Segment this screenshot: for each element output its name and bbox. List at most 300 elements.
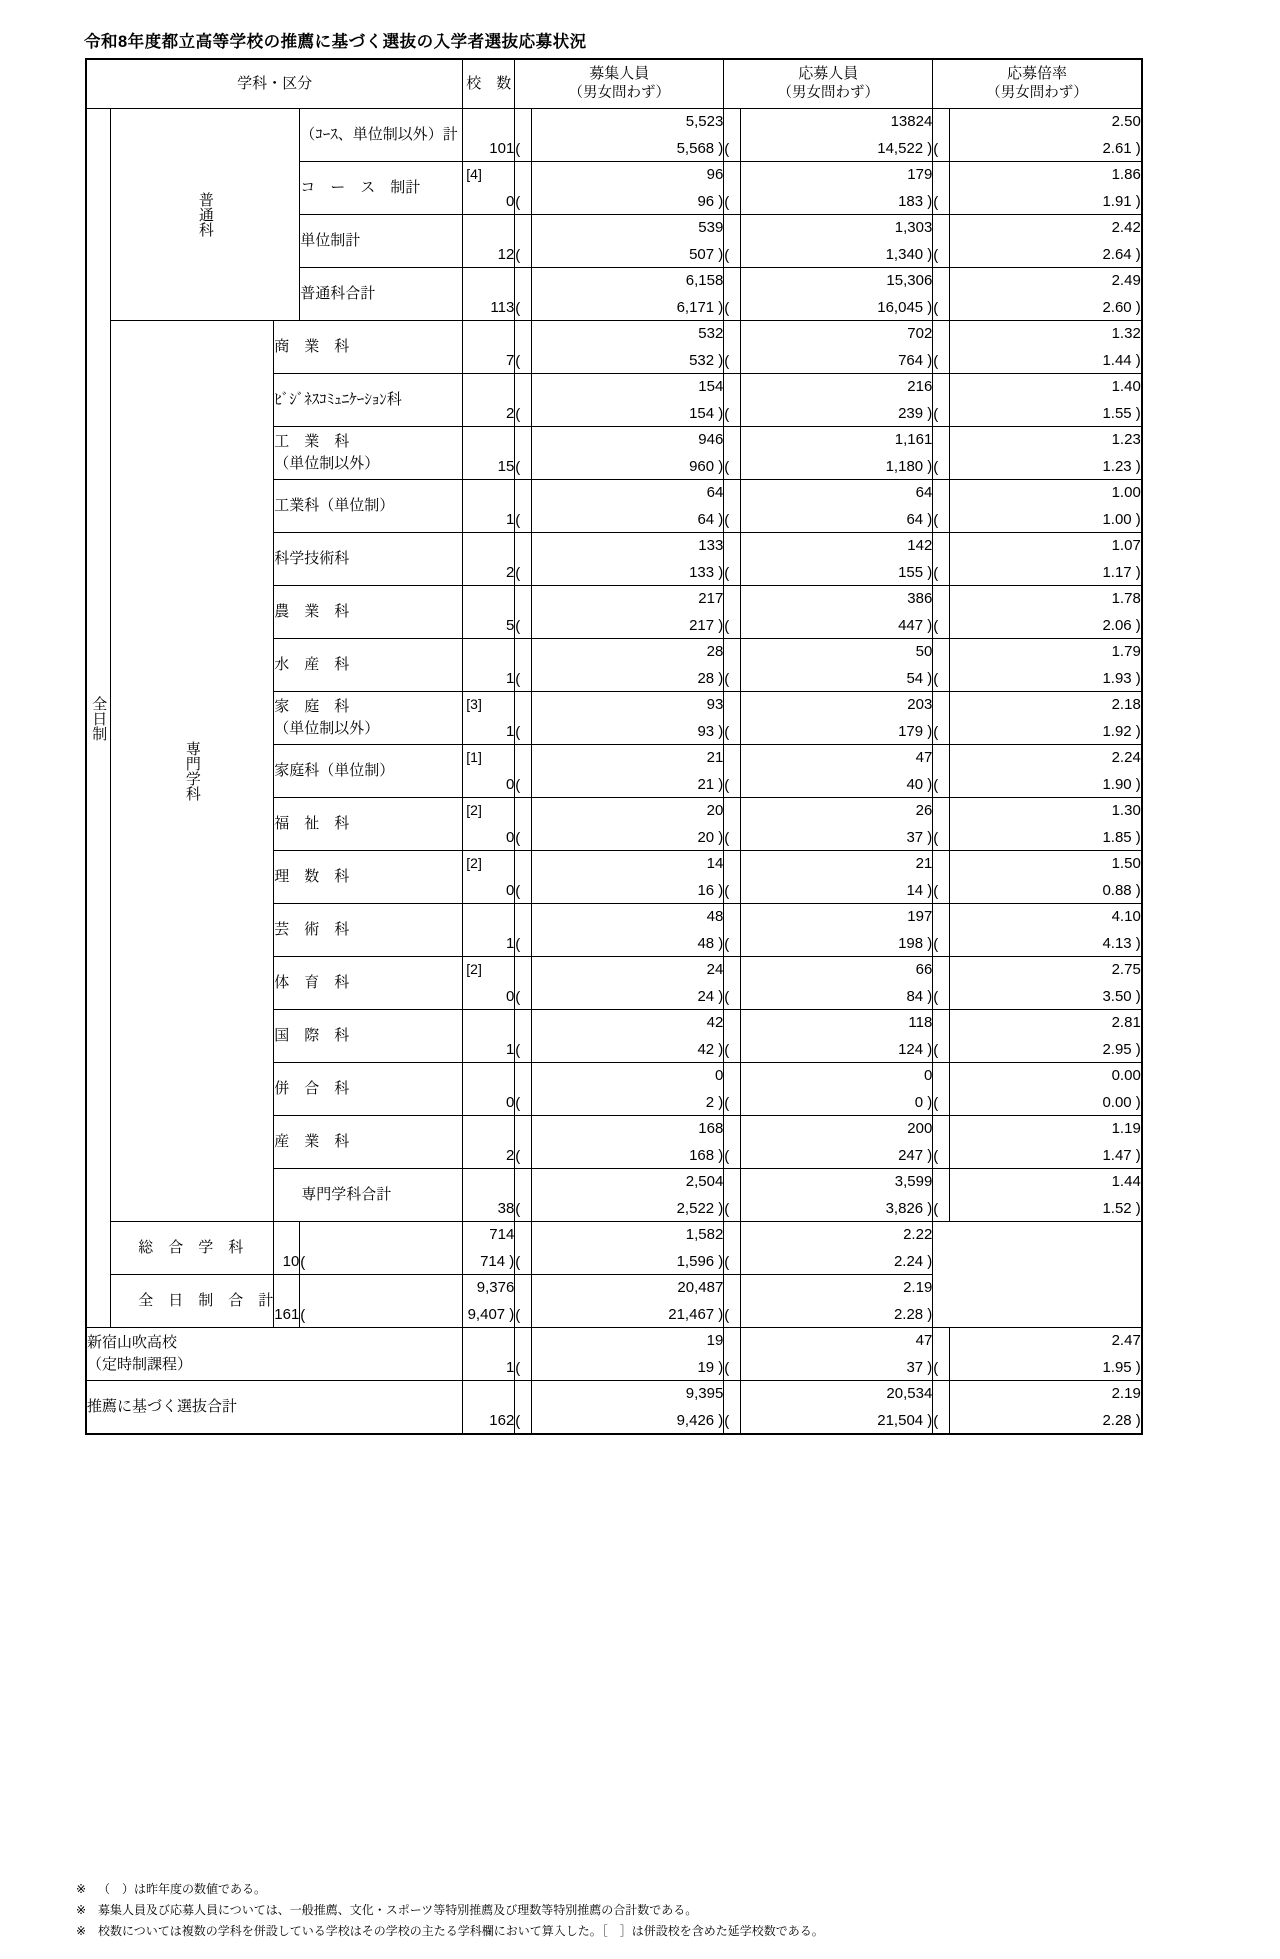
value-current: 539 bbox=[698, 219, 724, 236]
value-previous: 54 ) bbox=[906, 669, 933, 687]
value-current: 2.50 bbox=[1111, 113, 1141, 130]
value-previous: 1.91 ) bbox=[1102, 192, 1141, 210]
value-previous: 133 ) bbox=[689, 563, 724, 581]
footnotes bbox=[76, 1879, 824, 1942]
schools-count-cell bbox=[274, 1275, 300, 1328]
value-previous: 3.50 ) bbox=[1102, 987, 1141, 1005]
ratio-paren: ( bbox=[724, 1275, 741, 1328]
row-label: 芸 術 科 bbox=[274, 904, 463, 957]
ratio-cell bbox=[950, 427, 1142, 480]
applicants-paren: ( bbox=[724, 374, 741, 427]
value-previous: 714 ) bbox=[480, 1252, 515, 1270]
value-previous: 155 ) bbox=[898, 563, 933, 581]
value-previous: 20 ) bbox=[697, 828, 724, 846]
table-row bbox=[86, 321, 1142, 374]
group-label-zennichi: 全日制 bbox=[86, 109, 111, 1328]
capacity-cell bbox=[532, 1328, 724, 1381]
value-current: 1,161 bbox=[894, 431, 933, 448]
capacity-cell bbox=[532, 162, 724, 215]
row-label: ﾋﾞｼﾞﾈｽｺﾐｭﾆｹｰｼｮﾝ科 bbox=[274, 374, 463, 427]
value-current: 28 bbox=[706, 643, 724, 660]
value-previous: 154 ) bbox=[689, 404, 724, 422]
footnote bbox=[76, 1921, 824, 1942]
value-current: 1,303 bbox=[894, 219, 933, 236]
capacity-cell bbox=[532, 745, 724, 798]
ratio-paren: ( bbox=[933, 692, 950, 745]
value-current: 2.47 bbox=[1111, 1332, 1141, 1349]
ratio-cell bbox=[950, 374, 1142, 427]
value-previous: 1.47 ) bbox=[1102, 1146, 1141, 1164]
value-previous: 1.90 ) bbox=[1102, 775, 1141, 793]
table-row bbox=[86, 1381, 1142, 1435]
capacity-paren: ( bbox=[515, 1169, 532, 1222]
ratio-paren: ( bbox=[933, 1381, 950, 1435]
applicants-paren: ( bbox=[724, 692, 741, 745]
ratio-paren: ( bbox=[933, 586, 950, 639]
value-current: 93 bbox=[706, 696, 724, 713]
capacity-paren: ( bbox=[300, 1222, 463, 1275]
row-label: 家庭科（単位制） bbox=[274, 745, 463, 798]
table-row bbox=[86, 1275, 1142, 1328]
capacity-paren: ( bbox=[300, 1275, 463, 1328]
value-current: 47 bbox=[915, 749, 933, 766]
value-previous: 21 ) bbox=[697, 775, 724, 793]
group-label-senmon: 専門学科 bbox=[111, 321, 274, 1222]
value-current: 66 bbox=[915, 961, 933, 978]
ratio-paren: ( bbox=[933, 162, 950, 215]
value-previous: 24 ) bbox=[697, 987, 724, 1005]
value-current: 20,534 bbox=[886, 1385, 933, 1402]
value-previous: 9,426 ) bbox=[676, 1411, 724, 1429]
row-label: （ｺｰｽ、単位制以外）計 bbox=[300, 109, 463, 162]
ratio-cell bbox=[950, 1381, 1142, 1435]
row-label: 体 育 科 bbox=[274, 957, 463, 1010]
capacity-cell bbox=[532, 639, 724, 692]
value-current: 216 bbox=[907, 378, 933, 395]
row-label: 工業科（単位制） bbox=[274, 480, 463, 533]
row-label: 併 合 科 bbox=[274, 1063, 463, 1116]
schools-count: 0 bbox=[505, 192, 515, 210]
value-current: 154 bbox=[698, 378, 724, 395]
applicants-cell bbox=[532, 1275, 724, 1328]
value-previous: 198 ) bbox=[898, 934, 933, 952]
schools-count: 1 bbox=[505, 934, 515, 952]
value-previous: 21,504 ) bbox=[877, 1411, 933, 1429]
value-current: 96 bbox=[706, 166, 724, 183]
ratio-paren: ( bbox=[933, 1010, 950, 1063]
applicants-cell bbox=[741, 692, 933, 745]
capacity-cell bbox=[463, 1275, 515, 1328]
schools-count: 101 bbox=[489, 139, 515, 157]
ratio-paren: ( bbox=[933, 1328, 950, 1381]
capacity-cell bbox=[532, 957, 724, 1010]
schools-count: 113 bbox=[490, 298, 515, 316]
capacity-cell bbox=[532, 1169, 724, 1222]
value-previous: 6,171 ) bbox=[676, 298, 724, 316]
schools-count-cell bbox=[274, 1222, 300, 1275]
schools-count: 2 bbox=[505, 1146, 515, 1164]
value-previous: 239 ) bbox=[898, 404, 933, 422]
capacity-paren: ( bbox=[515, 215, 532, 268]
schools-count: 5 bbox=[505, 616, 515, 634]
value-current: 386 bbox=[907, 590, 933, 607]
value-previous: 3,826 ) bbox=[885, 1199, 933, 1217]
applicants-paren: ( bbox=[724, 1328, 741, 1381]
applicants-cell bbox=[741, 321, 933, 374]
row-label: 科学技術科 bbox=[274, 533, 463, 586]
capacity-cell bbox=[532, 851, 724, 904]
header-capacity-sub: （男女問わず） bbox=[568, 85, 671, 102]
applicants-paren: ( bbox=[724, 904, 741, 957]
schools-count-cell bbox=[463, 1381, 515, 1435]
value-previous: 37 ) bbox=[906, 828, 933, 846]
value-previous: 16 ) bbox=[697, 881, 724, 899]
applicants-cell bbox=[741, 745, 933, 798]
value-previous: 48 ) bbox=[697, 934, 724, 952]
value-previous: 764 ) bbox=[898, 351, 933, 369]
value-current: 9,376 bbox=[476, 1279, 515, 1296]
value-previous: 0.00 ) bbox=[1102, 1093, 1141, 1111]
value-previous: 179 ) bbox=[898, 722, 933, 740]
capacity-cell bbox=[532, 798, 724, 851]
ratio-cell bbox=[950, 533, 1142, 586]
value-current: 1.44 bbox=[1111, 1173, 1141, 1190]
schools-count-cell bbox=[463, 1063, 515, 1116]
value-current: 1.19 bbox=[1111, 1120, 1141, 1137]
schools-count: 0 bbox=[505, 828, 515, 846]
schools-count-cell bbox=[463, 1169, 515, 1222]
capacity-paren: ( bbox=[515, 904, 532, 957]
capacity-cell bbox=[532, 480, 724, 533]
capacity-cell bbox=[532, 533, 724, 586]
value-current: 714 bbox=[489, 1226, 515, 1243]
schools-bracket: [2] bbox=[466, 802, 482, 818]
applicants-cell bbox=[741, 586, 933, 639]
capacity-cell bbox=[532, 1063, 724, 1116]
schools-count: 1 bbox=[505, 510, 515, 528]
row-label: 水 産 科 bbox=[274, 639, 463, 692]
applicants-cell bbox=[741, 957, 933, 1010]
value-current: 133 bbox=[698, 537, 724, 554]
applicants-cell bbox=[741, 215, 933, 268]
header-capacity bbox=[515, 59, 724, 109]
value-previous: 2.60 ) bbox=[1102, 298, 1141, 316]
row-label: 推薦に基づく選抜合計 bbox=[86, 1381, 463, 1435]
schools-count-cell bbox=[463, 268, 515, 321]
ratio-cell bbox=[950, 692, 1142, 745]
schools-bracket: [4] bbox=[466, 166, 482, 182]
ratio-paren: ( bbox=[933, 851, 950, 904]
value-previous: 124 ) bbox=[898, 1040, 933, 1058]
applicants-paren: ( bbox=[724, 533, 741, 586]
value-current: 702 bbox=[907, 325, 933, 342]
applicants-cell bbox=[741, 1169, 933, 1222]
value-previous: 64 ) bbox=[906, 510, 933, 528]
value-previous: 2.61 ) bbox=[1102, 139, 1141, 157]
ratio-cell bbox=[950, 162, 1142, 215]
value-previous: 16,045 ) bbox=[877, 298, 933, 316]
header-ratio-main: 応募倍率 bbox=[1007, 65, 1068, 83]
schools-bracket: [2] bbox=[466, 961, 482, 977]
value-current: 2.24 bbox=[1111, 749, 1141, 766]
schools-count: 161 bbox=[274, 1305, 300, 1323]
row-label bbox=[274, 692, 463, 745]
value-previous: 1.92 ) bbox=[1102, 722, 1141, 740]
schools-count-cell bbox=[463, 162, 515, 215]
value-previous: 960 ) bbox=[689, 457, 724, 475]
value-previous: 5,568 ) bbox=[676, 139, 724, 157]
value-previous: 2.95 ) bbox=[1102, 1040, 1141, 1058]
capacity-paren: ( bbox=[515, 798, 532, 851]
ratio-cell bbox=[950, 1010, 1142, 1063]
value-current: 2,504 bbox=[685, 1173, 724, 1190]
applicants-paren: ( bbox=[724, 639, 741, 692]
applicants-cell bbox=[741, 427, 933, 480]
row-label bbox=[274, 427, 463, 480]
ratio-cell bbox=[950, 268, 1142, 321]
applicants-paren: ( bbox=[724, 586, 741, 639]
applicants-paren: ( bbox=[724, 162, 741, 215]
capacity-paren: ( bbox=[515, 957, 532, 1010]
capacity-paren: ( bbox=[515, 1010, 532, 1063]
applicants-paren: ( bbox=[724, 1169, 741, 1222]
capacity-paren: ( bbox=[515, 321, 532, 374]
value-current: 203 bbox=[907, 696, 933, 713]
ratio-paren: ( bbox=[933, 215, 950, 268]
capacity-paren: ( bbox=[515, 639, 532, 692]
schools-count-cell bbox=[463, 798, 515, 851]
footnote-text: （ ）は昨年度の数値である。 bbox=[98, 1882, 267, 1896]
applicants-cell bbox=[741, 374, 933, 427]
ratio-cell bbox=[950, 480, 1142, 533]
applicants-cell bbox=[741, 1328, 933, 1381]
schools-count: 7 bbox=[505, 351, 515, 369]
value-current: 42 bbox=[706, 1014, 724, 1031]
value-current: 1.23 bbox=[1111, 431, 1141, 448]
footnote-marker: ※ bbox=[76, 1903, 87, 1917]
applicants-cell bbox=[741, 480, 933, 533]
schools-bracket: [3] bbox=[466, 696, 482, 712]
value-previous: 1.93 ) bbox=[1102, 669, 1141, 687]
footnote-marker: ※ bbox=[76, 1882, 87, 1896]
value-current: 1.86 bbox=[1111, 166, 1141, 183]
applicants-cell bbox=[741, 162, 933, 215]
value-current: 1.32 bbox=[1111, 325, 1141, 342]
schools-count-cell bbox=[463, 745, 515, 798]
value-previous: 168 ) bbox=[689, 1146, 724, 1164]
schools-count: 10 bbox=[282, 1252, 300, 1270]
applicants-cell bbox=[741, 639, 933, 692]
row-label-line1: 家 庭 科 bbox=[274, 698, 350, 716]
table-row bbox=[86, 1328, 1142, 1381]
applicants-paren: ( bbox=[724, 480, 741, 533]
ratio-cell bbox=[950, 745, 1142, 798]
schools-count-cell bbox=[463, 957, 515, 1010]
value-current: 0.00 bbox=[1111, 1067, 1141, 1084]
ratio-paren: ( bbox=[933, 109, 950, 162]
value-previous: 64 ) bbox=[697, 510, 724, 528]
value-current: 168 bbox=[698, 1120, 724, 1137]
ratio-cell bbox=[950, 1169, 1142, 1222]
row-label: 国 際 科 bbox=[274, 1010, 463, 1063]
value-current: 1.50 bbox=[1111, 855, 1141, 872]
value-current: 2.18 bbox=[1111, 696, 1141, 713]
value-current: 0 bbox=[923, 1067, 933, 1084]
capacity-cell bbox=[532, 109, 724, 162]
value-previous: 4.13 ) bbox=[1102, 934, 1141, 952]
schools-bracket: [2] bbox=[466, 855, 482, 871]
value-current: 20,487 bbox=[677, 1279, 724, 1296]
footnote-marker: ※ bbox=[76, 1924, 87, 1938]
header-applicants-sub: （男女問わず） bbox=[777, 85, 880, 102]
ratio-paren: ( bbox=[724, 1222, 741, 1275]
applicants-cell bbox=[741, 1116, 933, 1169]
value-previous: 84 ) bbox=[906, 987, 933, 1005]
applicants-cell bbox=[741, 904, 933, 957]
value-previous: 28 ) bbox=[697, 669, 724, 687]
schools-bracket: [1] bbox=[466, 749, 482, 765]
row-label: 農 業 科 bbox=[274, 586, 463, 639]
value-current: 142 bbox=[907, 537, 933, 554]
value-previous: 1.52 ) bbox=[1102, 1199, 1141, 1217]
ratio-paren: ( bbox=[933, 745, 950, 798]
row-label-line1: 工 業 科 bbox=[274, 433, 350, 451]
header-schools: 校 数 bbox=[463, 59, 515, 109]
value-current: 1.78 bbox=[1111, 590, 1141, 607]
schools-count-cell bbox=[463, 480, 515, 533]
capacity-cell bbox=[463, 1222, 515, 1275]
applicants-cell bbox=[741, 109, 933, 162]
applicants-paren: ( bbox=[724, 1381, 741, 1435]
row-label: 専門学科合計 bbox=[274, 1169, 463, 1222]
value-current: 1.00 bbox=[1111, 484, 1141, 501]
value-previous: 1.55 ) bbox=[1102, 404, 1141, 422]
ratio-paren: ( bbox=[933, 1116, 950, 1169]
capacity-paren: ( bbox=[515, 109, 532, 162]
schools-count-cell bbox=[463, 1328, 515, 1381]
value-current: 24 bbox=[706, 961, 724, 978]
header-ratio-sub: （男女問わず） bbox=[986, 85, 1088, 102]
ratio-cell bbox=[950, 639, 1142, 692]
schools-count: 2 bbox=[505, 404, 515, 422]
value-current: 1,582 bbox=[685, 1226, 724, 1243]
capacity-cell bbox=[532, 1116, 724, 1169]
ratio-paren: ( bbox=[933, 904, 950, 957]
row-label bbox=[86, 1328, 463, 1381]
applicants-cell bbox=[532, 1222, 724, 1275]
value-previous: 93 ) bbox=[697, 722, 724, 740]
value-previous: 1.95 ) bbox=[1102, 1358, 1141, 1376]
schools-count-cell bbox=[463, 904, 515, 957]
applicants-paren: ( bbox=[724, 745, 741, 798]
capacity-paren: ( bbox=[515, 480, 532, 533]
value-current: 2.22 bbox=[903, 1226, 933, 1243]
ratio-paren: ( bbox=[933, 957, 950, 1010]
schools-count: 0 bbox=[505, 881, 515, 899]
ratio-cell bbox=[950, 904, 1142, 957]
applicants-paren: ( bbox=[724, 1116, 741, 1169]
ratio-paren: ( bbox=[933, 533, 950, 586]
schools-count-cell bbox=[463, 639, 515, 692]
value-previous: 247 ) bbox=[898, 1146, 933, 1164]
applicants-cell bbox=[741, 851, 933, 904]
value-current: 1.07 bbox=[1111, 537, 1141, 554]
schools-count-cell bbox=[463, 374, 515, 427]
ratio-paren: ( bbox=[933, 268, 950, 321]
capacity-paren: ( bbox=[515, 586, 532, 639]
value-current: 19 bbox=[706, 1332, 724, 1349]
value-current: 1.40 bbox=[1111, 378, 1141, 395]
ratio-paren: ( bbox=[933, 374, 950, 427]
ratio-cell bbox=[950, 957, 1142, 1010]
applicants-paren: ( bbox=[724, 957, 741, 1010]
schools-count-cell bbox=[463, 215, 515, 268]
table-body bbox=[86, 109, 1142, 1435]
ratio-cell bbox=[741, 1275, 933, 1328]
footnote-text: 校数については複数の学科を併設している学校はその学校の主たる学科欄において算入した。［ ］は併設校を含めた延学校数である。 bbox=[98, 1924, 824, 1938]
ratio-cell bbox=[950, 109, 1142, 162]
value-previous: 1,340 ) bbox=[885, 245, 933, 263]
value-previous: 1.23 ) bbox=[1102, 457, 1141, 475]
ratio-cell bbox=[950, 851, 1142, 904]
value-previous: 183 ) bbox=[898, 192, 933, 210]
capacity-cell bbox=[532, 215, 724, 268]
schools-count: 1 bbox=[505, 1040, 515, 1058]
capacity-paren: ( bbox=[515, 533, 532, 586]
row-label-line1: 新宿山吹高校 bbox=[87, 1334, 178, 1352]
row-label-line2: （単位制以外） bbox=[274, 720, 380, 737]
value-current: 13824 bbox=[890, 113, 933, 130]
value-previous: 14 ) bbox=[906, 881, 933, 899]
row-label: 福 祉 科 bbox=[274, 798, 463, 851]
value-previous: 19 ) bbox=[697, 1358, 724, 1376]
capacity-paren: ( bbox=[515, 692, 532, 745]
schools-count: 0 bbox=[505, 775, 515, 793]
capacity-cell bbox=[532, 374, 724, 427]
schools-count: 162 bbox=[489, 1411, 515, 1429]
value-previous: 2.28 ) bbox=[1102, 1411, 1141, 1429]
value-current: 2.19 bbox=[903, 1279, 933, 1296]
ratio-paren: ( bbox=[933, 1169, 950, 1222]
ratio-cell bbox=[950, 1328, 1142, 1381]
value-current: 532 bbox=[698, 325, 724, 342]
value-current: 179 bbox=[907, 166, 933, 183]
value-previous: 42 ) bbox=[697, 1040, 724, 1058]
schools-count: 1 bbox=[505, 1358, 515, 1376]
header-category: 学科・区分 bbox=[86, 59, 463, 109]
value-current: 50 bbox=[915, 643, 933, 660]
value-previous: 40 ) bbox=[906, 775, 933, 793]
value-current: 946 bbox=[698, 431, 724, 448]
value-current: 6,158 bbox=[685, 272, 724, 289]
row-label: 普通科合計 bbox=[300, 268, 463, 321]
ratio-cell bbox=[950, 798, 1142, 851]
table-header bbox=[86, 59, 1142, 109]
schools-count-cell bbox=[463, 851, 515, 904]
value-previous: 96 ) bbox=[697, 192, 724, 210]
value-previous: 1.85 ) bbox=[1102, 828, 1141, 846]
value-current: 2.49 bbox=[1111, 272, 1141, 289]
applicants-cell bbox=[741, 1010, 933, 1063]
ratio-paren: ( bbox=[933, 321, 950, 374]
ratio-cell bbox=[950, 1116, 1142, 1169]
row-label: コ ー ス 制計 bbox=[300, 162, 463, 215]
schools-count-cell bbox=[463, 533, 515, 586]
value-current: 5,523 bbox=[685, 113, 724, 130]
group-label-futsuka: 普通科 bbox=[111, 109, 300, 321]
value-current: 2.19 bbox=[1111, 1385, 1141, 1402]
value-previous: 0.88 ) bbox=[1102, 881, 1141, 899]
